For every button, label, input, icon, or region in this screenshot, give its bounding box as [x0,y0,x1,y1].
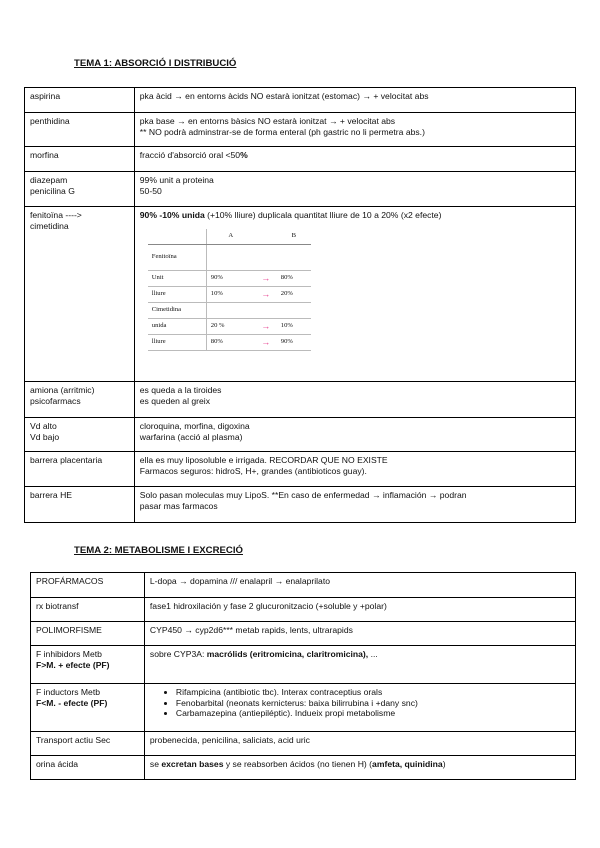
drug-cell: barrera HE [25,487,135,523]
note-cell: sobre CYP3A: macrólids (eritromicina, claritromicina), ... [144,646,575,684]
drug-cell: fenitoïna ----> cimetidina [25,207,135,382]
note-cell: ella es muy liposoluble e irrigada. RECORDAR QUE NO EXISTE Farmacos seguros: hidroS, H+, grandes (antibioticos guay). [134,452,575,487]
inner-row: unida 20 % → 10% [148,318,311,334]
note-cell: cloroquina, morfina, digoxina warfarina (acció al plasma) [134,418,575,452]
table-row [31,573,576,598]
tema2-heading: TEMA 2: METABOLISME I EXCRECIÓ [74,545,243,556]
arrow-icon: → [255,334,277,350]
column-a-header: A [206,229,255,245]
note-cell: probenecida, penicilina, saliciats, acid uric [144,732,575,756]
note-cell: 90% -10% unida (+10% lliure) duplicala quantitat lliure de 10 a 20% (x2 efecte) A B Fenitoïna Unit 90% → 80% lliure 10% → 20% Cimetidina unida 20 % → 10% lliure 80% → 90% [134,207,575,382]
table-row [25,452,576,487]
note-cell: pka base → en entorns bàsics NO estarà ionitzat → + velocitat abs ** NO podrà adminstrar-se de forma enteral (ph gastric no li permetra abs.) [134,113,575,147]
drug-cell: penthidina [25,113,135,147]
table-row [25,207,576,382]
topic-cell: POLIMORFISME [31,622,145,646]
topic-cell: PROFÁRMACOS [31,573,145,598]
inner-row: Unit 90% → 80% [148,270,311,286]
table-row [25,172,576,207]
note-cell [144,684,575,732]
inner-row: Fenitoïna [148,244,311,270]
note-cell: CYP450 → cyp2d6*** metab rapids, lents, ultrarapids [144,622,575,646]
drug-cell: diazepam penicilina G [25,172,135,207]
topic-cell: rx biotransf [31,598,145,622]
arrow-icon: → [255,286,277,302]
table-row [31,732,576,756]
list-item: • Carbamazepina (antiepiléptic). Indueix propi metabolisme [176,708,570,719]
drug-cell: barrera placentaria [25,452,135,487]
table-row [31,756,576,780]
note-cell: 99% unit a proteina 50-50 [134,172,575,207]
table-row [25,418,576,452]
table-row [25,147,576,172]
table-row [31,622,576,646]
table-row [25,88,576,113]
inner-row: Cimetidina [148,302,311,318]
drug-cell: Vd alto Vd bajo [25,418,135,452]
inner-row: lliure 80% → 90% [148,334,311,350]
table-row [25,113,576,147]
drug-cell: aspirina [25,88,135,113]
inner-header-row [148,229,311,245]
table-row [25,382,576,418]
drug-cell: morfina [25,147,135,172]
note-cell: se excretan bases y se reabsorben ácidos (no tienen H) (amfeta, quinidina) [144,756,575,780]
column-b-header: B [277,229,311,245]
table-row [31,684,576,732]
table-row [31,646,576,684]
note-cell: es queda a la tiroides es queden al greix [134,382,575,418]
tema1-heading: TEMA 1: ABSORCIÓ I DISTRIBUCIÓ [74,58,237,69]
note-cell: fase1 hidroxilación y fase 2 glucuronitzacio (+soluble y +polar) [144,598,575,622]
inductors-list [150,687,570,719]
tema2-table [30,572,576,780]
arrow-icon: → [255,318,277,334]
table-row [31,598,576,622]
note-cell: Solo pasan moleculas muy LipoS. **En caso de enfermedad → inflamación → podran pasar mas farmacos [134,487,575,523]
topic-cell: orina ácida [31,756,145,780]
note-cell: L-dopa → dopamina /// enalapril → enalaprilato [144,573,575,598]
inner-row: lliure 10% → 20% [148,286,311,302]
list-item: • Fenobarbital (neonats kernicterus: baixa bilirrubina i +dany snc) [176,698,570,709]
topic-cell: F inhibidors Metb F>M. + efecte (PF) [31,646,145,684]
note-cell: fracció d'absorció oral <50% [134,147,575,172]
topic-cell: Transport actiu Sec [31,732,145,756]
topic-cell: F inductors Metb F<M. - efecte (PF) [31,684,145,732]
tema1-table [24,87,576,523]
list-item: • Rifampicina (antibiotic tbc). Interax contraceptius orals [176,687,570,698]
fenitoina-comparison-table [148,229,311,351]
arrow-icon: → [255,270,277,286]
drug-cell: amiona (arritmic) psicofarmacs [25,382,135,418]
note-cell: pka àcid → en entorns àcids NO estarà ionitzat (estomac) → + velocitat abs [134,88,575,113]
table-row [25,487,576,523]
